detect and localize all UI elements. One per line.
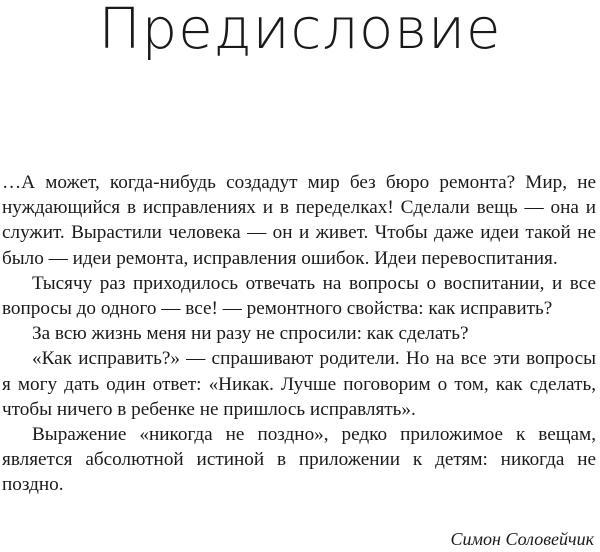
preface-body [2,170,596,498]
paragraph: За всю жизнь меня ни разу не спросили: как сделать? [32,323,469,345]
paragraph: Выражение «никогда не поздно», редко приложимое к вещам, является абсолютной истиной в приложении к детям: никогда не поздно. [2,424,596,496]
paragraph: …А может, когда-нибудь создадут мир без бюро ремонта? Мир, не нуждающийся в исправлениях и в переделках! Сделали вещь — она и служит. Вырастили человека — он и живет. Чтобы даже идеи такой не было — идеи ремонта, исправления ошибок. Идеи перевоспитания. [2,172,596,269]
author-signature: Симон Соловейчик [450,529,594,549]
page-title: Предисловие [98,0,502,62]
paragraph: Тысячу раз приходилось отвечать на вопросы о воспитании, и все вопросы до одного — все! — ремонтного свойства: как исправить? [2,272,596,320]
paragraph: «Как исправить?» — спрашивают родители. Но на все эти вопросы я могу дать один ответ: «Никак. Лучше поговорим о том, как сделать, чтобы ничего в ребенке не пришлось исправлять». [2,348,596,420]
